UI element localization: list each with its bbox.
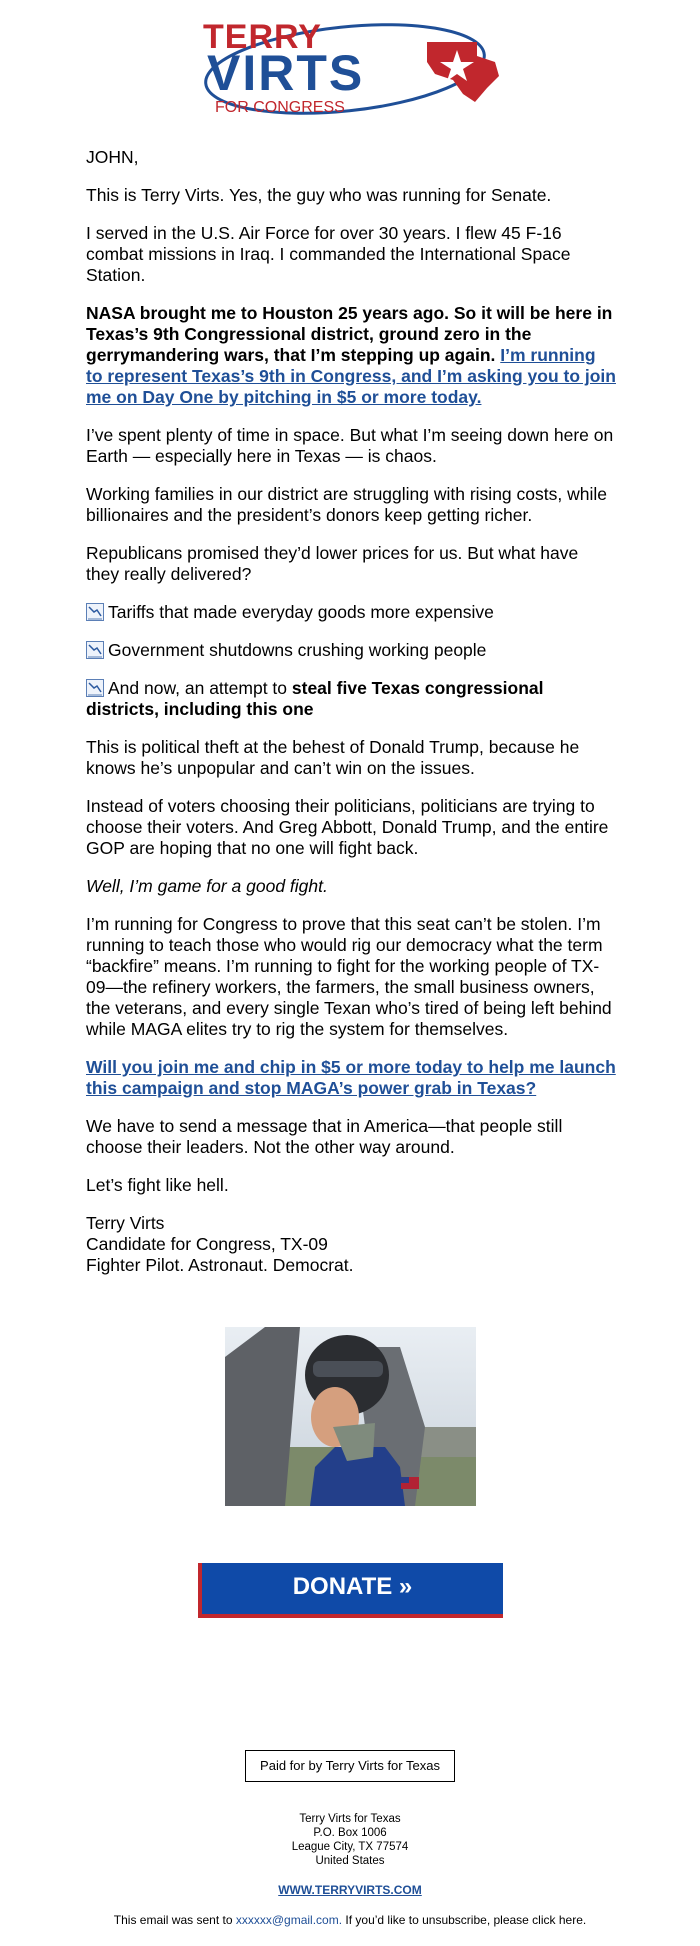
signature-name: Terry Virts <box>86 1213 165 1233</box>
logo <box>0 14 700 130</box>
website-link[interactable]: WWW.TERRYVIRTS.COM <box>278 1883 422 1897</box>
paragraph <box>86 1057 616 1099</box>
paragraph: This is Terry Virts. Yes, the guy who was running for Senate. <box>86 185 552 205</box>
logo-last-name: VIRTS <box>207 45 365 101</box>
chart-decreasing-icon <box>86 641 104 659</box>
signature <box>86 1213 616 1276</box>
paid-for-disclaimer: Paid for by Terry Virts for Texas <box>245 1750 455 1782</box>
paragraph: Instead of voters choosing their politicians, politicians are trying to choose their voters. And Greg Abbott, Donald Trump, and the entire GOP are hoping that no one will fight back. <box>86 796 609 858</box>
paragraph <box>86 303 616 408</box>
terry-virts-logo <box>195 14 505 124</box>
list-item <box>86 640 616 661</box>
mailing-address <box>0 1812 700 1868</box>
bold-text: steal five Texas congressional districts, including this one <box>86 678 544 719</box>
logo-tagline: FOR CONGRESS <box>215 99 345 116</box>
list-item-text: Government shutdowns crushing working people <box>108 640 487 660</box>
paragraph: This is political theft at the behest of Donald Trump, because he knows he’s unpopular and can’t win on the issues. <box>86 737 580 778</box>
signature-title: Candidate for Congress, TX-09 <box>86 1234 328 1254</box>
chart-decreasing-icon <box>86 603 104 621</box>
paragraph: I’m running for Congress to prove that this seat can’t be stolen. I’m running to teach those who would rig our democracy what the term “backfire” means. I’m running to fight for the working people of TX-09—the refinery workers, the farmers, the small business owners, the veterans, and every single Texan who’s tired of being left behind while MAGA elites try to rig the system for themselves. <box>86 914 612 1039</box>
donate-link[interactable]: Will you join me and chip in $5 or more today to help me launch this campaign and stop MAGA’s power grab in Texas? <box>86 1057 616 1098</box>
paragraph: I’ve spent plenty of time in space. But what I’m seeing down here on Earth — especially here in Texas — is chaos. <box>86 425 614 466</box>
unsubscribe-text[interactable]: If you’d like to unsubscribe, please click here. <box>345 1913 587 1927</box>
italic-text: Well, I’m game for a good fight. <box>86 876 328 896</box>
sent-to-text: This email was sent to <box>113 1913 233 1927</box>
donate-button[interactable]: DONATE » <box>198 1563 503 1618</box>
list-item <box>86 602 616 623</box>
paragraph: We have to send a message that in America—that people still choose their leaders. Not the other way around. <box>86 1116 563 1157</box>
list-item-text: And now, an attempt to <box>108 678 288 698</box>
paragraph: Republicans promised they’d lower prices for us. But what have they really delivered? <box>86 543 579 584</box>
list-item-text: Tariffs that made everyday goods more expensive <box>108 602 494 622</box>
email-body <box>86 147 616 1293</box>
address-line: Terry Virts for Texas <box>299 1813 401 1825</box>
list-item <box>86 678 616 720</box>
paragraph: I served in the U.S. Air Force for over 30 years. I flew 45 F-16 combat missions in Iraq. I commanded the International Space Station. <box>86 223 571 285</box>
paragraph: Working families in our district are struggling with rising costs, while billionaires and the president’s donors keep getting richer. <box>86 484 607 525</box>
donate-link[interactable]: I’m running to represent Texas’s 9th in Congress, and I’m asking you to join me on Day One by pitching in $5 or more today. <box>86 345 616 407</box>
signature-tagline: Fighter Pilot. Astronaut. Democrat. <box>86 1255 354 1275</box>
unsubscribe-notice <box>0 1913 700 1927</box>
paragraph: Let’s fight like hell. <box>86 1175 229 1195</box>
pilot-selfie-photo <box>225 1327 476 1506</box>
bold-text: NASA brought me to Houston 25 years ago. So it will be here in Texas’s 9th Congressional district, ground zero in the gerrymandering wars, that I’m stepping up again. <box>86 303 613 365</box>
website-row <box>0 1883 700 1897</box>
paragraph <box>86 876 616 897</box>
salutation: JOHN, <box>86 147 139 167</box>
recipient-email[interactable]: xxxxxx@gmail.com. <box>235 1913 343 1927</box>
address-line: United States <box>315 1855 385 1867</box>
address-line: League City, TX 77574 <box>291 1841 409 1853</box>
address-line: P.O. Box 1006 <box>313 1827 387 1839</box>
logo-first-name: TERRY <box>203 18 322 56</box>
chart-decreasing-icon <box>86 679 104 697</box>
